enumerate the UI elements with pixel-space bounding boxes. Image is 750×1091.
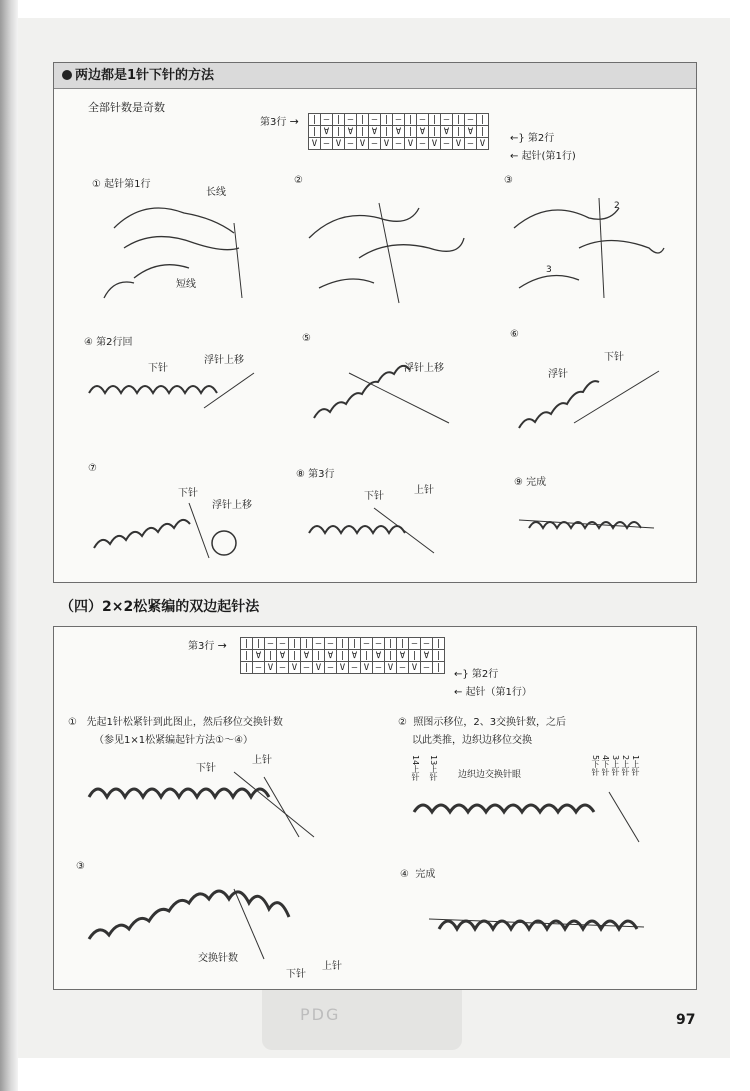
chart-cell: — <box>397 662 409 674</box>
chart-cell: ∀ <box>301 650 313 662</box>
chart-cell: V <box>309 138 321 150</box>
chart-cell: — <box>301 662 313 674</box>
s2-step3-num: ③ <box>76 861 85 872</box>
step3-hand-illustration <box>509 188 669 308</box>
chart-cell: — <box>361 638 373 650</box>
chart-cell: | <box>289 638 301 650</box>
s2-step2-text: ② 照图示移位，2、3交换针数，之后 <box>398 717 567 728</box>
chart-cell: | <box>433 662 445 674</box>
chart-cell: V <box>333 138 345 150</box>
chart-cell: ∀ <box>253 650 265 662</box>
section2-heading: （四）2×2松紧编的双边起针法 <box>60 599 260 615</box>
chart-cell: | <box>333 126 345 138</box>
chart-cell: | <box>241 638 253 650</box>
chart1-cast-on-label: ← 起针(第1行) <box>510 151 576 162</box>
chart-cell: — <box>321 138 333 150</box>
chart1-row2-label: ←} 第2行 <box>510 133 555 144</box>
step3-mark-3: 3 <box>546 265 552 275</box>
chart-cell: ∀ <box>277 650 289 662</box>
chart-cell: ∀ <box>465 126 477 138</box>
step4-knit: 下针 <box>148 363 168 374</box>
chart-cell: — <box>369 138 381 150</box>
chart-cell: ∀ <box>373 650 385 662</box>
s2-step4-label: ④ 完成 <box>400 869 436 880</box>
chart-cell: — <box>253 662 265 674</box>
chart-cell: | <box>337 638 349 650</box>
chart2-row-mid <box>241 650 445 662</box>
chart-cell: | <box>477 114 489 126</box>
scan-spine <box>0 0 18 1091</box>
chart-cell: V <box>429 138 441 150</box>
step7-num: ⑦ <box>88 463 97 474</box>
chart-cell: V <box>361 662 373 674</box>
s2-step1-text2: （参见1×1松紧编起针方法①～④） <box>94 735 254 746</box>
s2-step2-text2: 以此类推，边织边移位交换 <box>412 735 532 746</box>
stitch-order-mark: 14上针 <box>411 755 420 782</box>
chart-cell: | <box>309 126 321 138</box>
chart-cell: — <box>421 638 433 650</box>
chart-cell: | <box>429 114 441 126</box>
chart-cell: | <box>265 650 277 662</box>
chart-cell: — <box>373 662 385 674</box>
chart-cell: ∀ <box>421 650 433 662</box>
step1-label: ① 起针第1行 <box>92 179 151 190</box>
stitch-order-mark: 1上针 <box>631 755 640 777</box>
step3-mark-2: 2 <box>614 201 620 211</box>
chart-cell: — <box>345 138 357 150</box>
chart-cell: — <box>409 638 421 650</box>
chart-cell: | <box>357 114 369 126</box>
stitch-order-mark: 5下针 <box>591 755 600 777</box>
chart-cell: V <box>409 662 421 674</box>
chart-cell: V <box>337 662 349 674</box>
stitch-order-mark: 3上针 <box>611 755 620 777</box>
s2-step3-knit: 下针 <box>286 969 306 980</box>
chart-cell: V <box>265 662 277 674</box>
chart-cell: | <box>309 114 321 126</box>
chart1-row-mid <box>309 126 489 138</box>
s2-step1-knit: 下针 <box>196 763 216 774</box>
stitch-order-mark: 2上针 <box>621 755 630 777</box>
chart2-grid <box>240 637 445 674</box>
chart-cell: ∀ <box>393 126 405 138</box>
section1-title-band <box>54 63 696 89</box>
bullet-icon <box>62 70 72 80</box>
chart-cell: V <box>385 662 397 674</box>
chart-cell: ∀ <box>441 126 453 138</box>
step4-stitch-illustration <box>84 368 254 418</box>
chart-cell: — <box>325 662 337 674</box>
chart-cell: ∀ <box>321 126 333 138</box>
chart-cell: | <box>385 638 397 650</box>
section1-box <box>53 62 697 583</box>
step5-slip-up: 浮针上移 <box>404 363 444 374</box>
section1-title: 两边都是1针下针的方法 <box>75 68 215 83</box>
chart-cell: | <box>241 662 253 674</box>
s2-step2-caption: 边织边交换针眼 <box>458 770 522 780</box>
step5-num: ⑤ <box>302 333 311 344</box>
step9-label: ⑨ 完成 <box>514 477 547 488</box>
chart-cell: — <box>345 114 357 126</box>
chart-cell: | <box>301 638 313 650</box>
chart-cell: ∀ <box>369 126 381 138</box>
step8-stitch-illustration <box>304 498 454 558</box>
s2-step4-stitch-illustration <box>429 899 649 959</box>
chart-cell: — <box>465 138 477 150</box>
chart-cell: | <box>289 650 301 662</box>
chart-cell: | <box>429 126 441 138</box>
chart-cell: | <box>241 650 253 662</box>
chart2-cast-on-label: ← 起针（第1行） <box>454 687 532 698</box>
step7-stitch-illustration <box>89 503 259 563</box>
step7-knit: 下针 <box>178 488 198 499</box>
chart-cell: | <box>337 650 349 662</box>
chart-cell: — <box>421 662 433 674</box>
chart-cell: | <box>253 638 265 650</box>
chart1-row-bottom <box>309 138 489 150</box>
chart-cell: V <box>357 138 369 150</box>
step4-slip-up: 浮针上移 <box>204 355 244 366</box>
chart-cell: — <box>369 114 381 126</box>
s2-step3-purl: 上针 <box>322 961 342 972</box>
chart-cell: | <box>453 126 465 138</box>
chart-cell: — <box>393 114 405 126</box>
step1-long-yarn: 长线 <box>206 187 226 198</box>
step2-hand-illustration <box>299 188 469 308</box>
chart-cell: — <box>393 138 405 150</box>
page-number: 97 <box>676 1012 696 1028</box>
chart-cell: | <box>453 114 465 126</box>
step8-purl: 上针 <box>414 485 434 496</box>
chart-cell: | <box>313 650 325 662</box>
chart-cell: — <box>265 638 277 650</box>
chart2-row2-label: ←} 第2行 <box>454 669 499 680</box>
stitch-order-mark: 13上针 <box>429 755 438 782</box>
chart-cell: | <box>477 126 489 138</box>
step2-num: ② <box>294 175 303 186</box>
chart-cell: — <box>325 638 337 650</box>
chart-cell: | <box>349 638 361 650</box>
section1-note: 全部针数是奇数 <box>88 101 165 114</box>
chart-cell: — <box>321 114 333 126</box>
chart-cell: — <box>417 114 429 126</box>
chart-cell: | <box>433 650 445 662</box>
s2-step1-stitch-illustration <box>84 767 314 837</box>
chart-cell: | <box>357 126 369 138</box>
step9-stitch-illustration <box>519 498 659 548</box>
chart-cell: ∀ <box>417 126 429 138</box>
chart-cell: — <box>277 662 289 674</box>
chart-cell: V <box>381 138 393 150</box>
stitch-order-mark: 4下针 <box>601 755 610 777</box>
step1-hand-illustration <box>94 188 244 308</box>
step6-knit: 下针 <box>604 352 624 363</box>
chart1-grid <box>308 113 489 150</box>
chart-cell: V <box>289 662 301 674</box>
chart-cell: — <box>417 138 429 150</box>
chart-cell: | <box>397 638 409 650</box>
step5-stitch-illustration <box>309 363 459 433</box>
chart-cell: V <box>313 662 325 674</box>
s2-step2-stitch-illustration <box>409 787 639 847</box>
s2-step1-text: ① 先起1针松紧针到此图止，然后移位交换针数 <box>68 717 283 728</box>
chart-cell: — <box>441 138 453 150</box>
step6-stitch-illustration <box>514 363 664 438</box>
chart-cell: | <box>333 114 345 126</box>
chart-cell: | <box>381 114 393 126</box>
chart-cell: — <box>277 638 289 650</box>
chart-cell: | <box>405 114 417 126</box>
chart-cell: V <box>453 138 465 150</box>
step6-slip: 浮针 <box>548 369 568 380</box>
step8-label: ⑧ 第3行 <box>296 469 335 480</box>
chart-cell: | <box>409 650 421 662</box>
chart-cell: | <box>385 650 397 662</box>
chart-cell: | <box>381 126 393 138</box>
s2-step3-stitch-illustration <box>84 889 344 959</box>
chart-cell: ∀ <box>325 650 337 662</box>
chart-cell: — <box>313 638 325 650</box>
step3-num: ③ <box>504 175 513 186</box>
step7-slip-up: 浮针上移 <box>212 500 252 511</box>
s2-step1-purl: 上针 <box>252 755 272 766</box>
chart-cell: | <box>433 638 445 650</box>
chart-cell: | <box>361 650 373 662</box>
step8-knit: 下针 <box>364 491 384 502</box>
s2-step3-caption: 交换针数 <box>198 953 238 964</box>
step1-short-yarn: 短线 <box>176 279 196 290</box>
chart-cell: ∀ <box>397 650 409 662</box>
chart-cell: — <box>373 638 385 650</box>
chart-cell: | <box>405 126 417 138</box>
chart1-row-top <box>309 114 489 126</box>
chart2-row-top <box>241 638 445 650</box>
chart-cell: ∀ <box>345 126 357 138</box>
watermark: PDG <box>300 1005 341 1024</box>
chart-cell: ∀ <box>349 650 361 662</box>
chart-cell: V <box>477 138 489 150</box>
step4-label: ④ 第2行回 <box>84 337 133 348</box>
chart-cell: — <box>465 114 477 126</box>
chart-cell: V <box>405 138 417 150</box>
chart-cell: — <box>349 662 361 674</box>
chart1-row3-label: 第3行 → <box>260 115 299 128</box>
step6-num: ⑥ <box>510 329 519 340</box>
chart2-row3-label: 第3行 → <box>188 639 227 652</box>
chart2-row-bottom <box>241 662 445 674</box>
chart-cell: — <box>441 114 453 126</box>
section2-box <box>53 626 697 990</box>
